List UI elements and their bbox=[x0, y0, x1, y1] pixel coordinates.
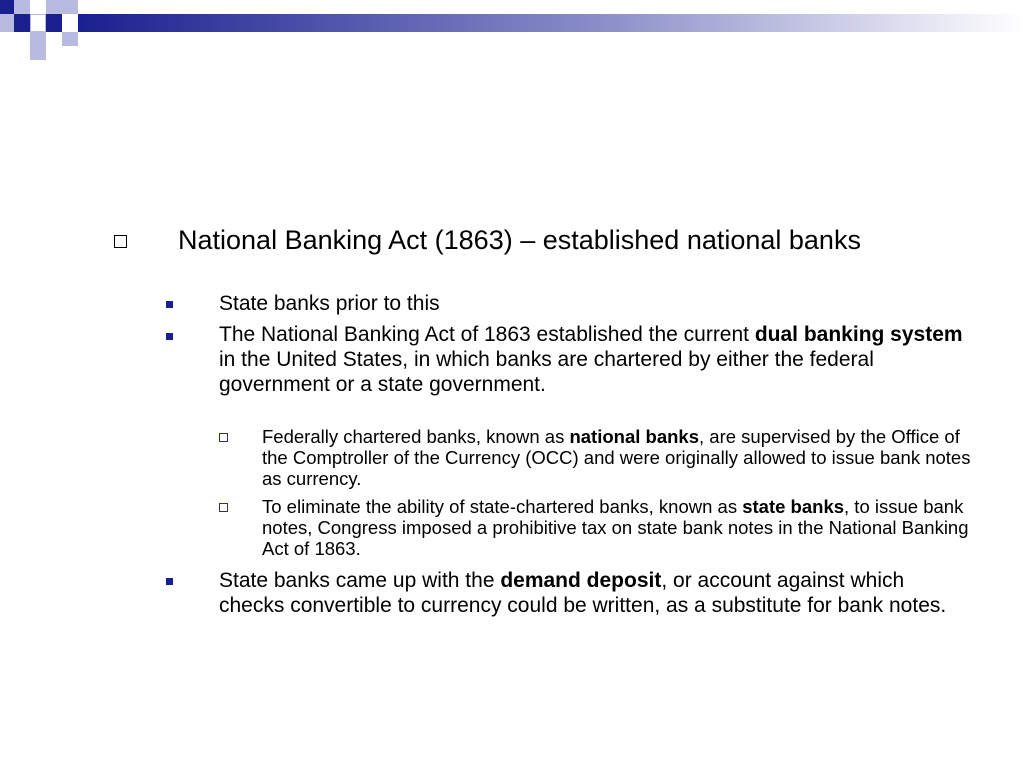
bullet-text: State banks prior to this bbox=[219, 292, 440, 315]
bullet-text: The National Banking Act of 1863 established the current bbox=[219, 323, 755, 346]
bullet-text: , are supervised by the Office of the Comptroller of the Currency (OCC) and were originally allowed to issue bank notes as currency. bbox=[262, 426, 971, 489]
bullet-text: National Banking Act (1863) – established national banks bbox=[178, 225, 861, 255]
hollow-square-bullet-icon bbox=[219, 433, 228, 442]
bullet-text: State banks came up with the bbox=[219, 569, 501, 592]
bold-term: demand deposit bbox=[500, 569, 662, 592]
bullet-national-banks bbox=[262, 426, 972, 489]
bold-term: dual banking system bbox=[754, 323, 963, 346]
bullet-text: , or account against which checks convertible to currency could be written, as a substitute for bank notes. bbox=[219, 569, 947, 617]
filled-square-bullet-icon bbox=[166, 578, 173, 585]
bold-term: state banks bbox=[742, 496, 845, 517]
bullet-dual-banking-system bbox=[219, 322, 964, 397]
hollow-square-bullet-icon bbox=[219, 503, 228, 512]
bullet-text: , to issue bank notes, Congress imposed a prohibitive tax on state bank notes in the National Banking Act of 1863. bbox=[262, 496, 969, 559]
bullet-demand-deposit bbox=[219, 568, 964, 618]
filled-square-bullet-icon bbox=[166, 301, 173, 308]
bullet-text: Federally chartered banks, known as bbox=[262, 426, 570, 447]
bullet-state-banks-prior bbox=[219, 291, 964, 316]
bullet-state-banks-tax bbox=[262, 496, 972, 559]
hollow-square-bullet-icon bbox=[114, 235, 127, 248]
bullet-text: in the United States, in which banks are chartered by either the federal government or a state government. bbox=[219, 348, 874, 396]
bullet-text: To eliminate the ability of state-chartered banks, known as bbox=[262, 496, 743, 517]
bold-term: national banks bbox=[569, 426, 699, 447]
bullet-national-banking-act bbox=[178, 226, 938, 255]
filled-square-bullet-icon bbox=[166, 333, 173, 340]
